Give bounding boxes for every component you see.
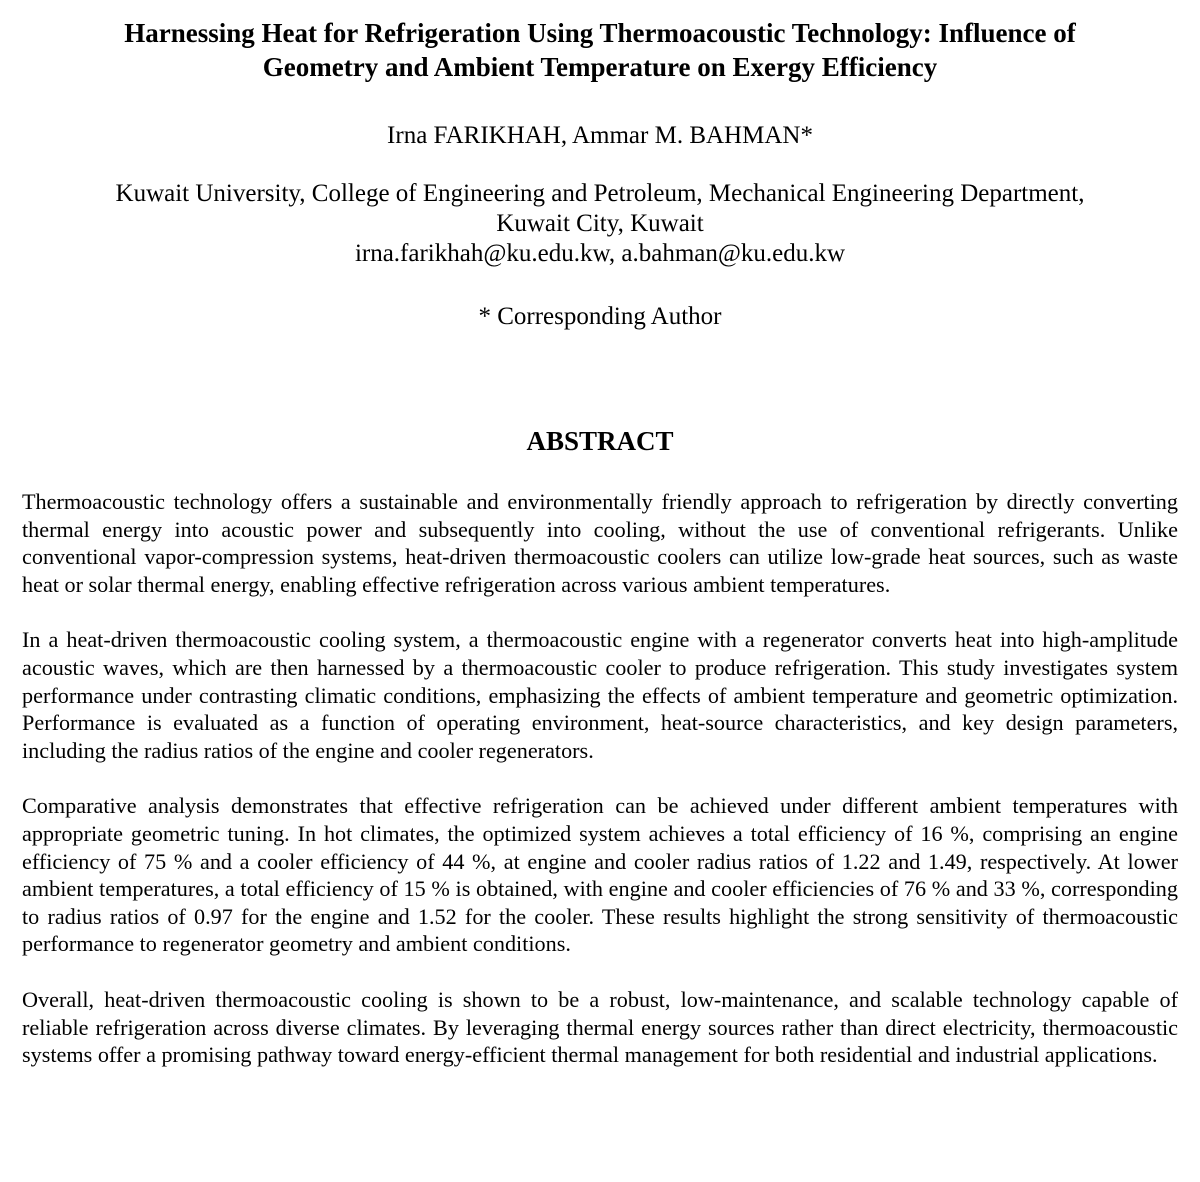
author-list: Irna FARIKHAH, Ammar M. BAHMAN*	[387, 122, 813, 149]
abstract-paragraph-2: In a heat-driven thermoacoustic cooling system, a thermoacoustic engine with a regenerator converts heat into high-amplitude acoustic waves, which are then harnessed by a thermoacoustic cooler to produce refrigeration. This study investigates system performance under contrasting climatic conditions, emphasizing the effects of ambient temperature and geometric optimization. Performance is evaluated as a function of operating environment, heat-source characteristics, and key design parameters, including the radius ratios of the engine and cooler regenerators.	[22, 627, 1178, 763]
affiliation-line: Kuwait University, College of Engineering and Petroleum, Mechanical Engineering Department,	[115, 180, 1085, 207]
paper-title-line-2: Geometry and Ambient Temperature on Exergy Efficiency	[262, 52, 938, 82]
abstract-body	[22, 458, 1178, 1069]
author-emails: irna.farikhah@ku.edu.kw, a.bahman@ku.edu.kw	[354, 240, 846, 267]
paper-title-line-1: Harnessing Heat for Refrigeration Using Thermoacoustic Technology: Influence of	[124, 18, 1076, 48]
affiliation-block	[22, 152, 1178, 269]
corresponding-author-note: * Corresponding Author	[478, 303, 722, 330]
paper-title	[22, 0, 1178, 84]
affiliation-city: Kuwait City, Kuwait	[496, 210, 704, 237]
abstract-paragraph-4: Overall, heat-driven thermoacoustic cooling is shown to be a robust, low-maintenance, and scalable technology capable of reliable refrigeration across diverse climates. By leveraging thermal energy sources rather than direct electricity, thermoacoustic systems offer a promising pathway toward energy-efficient thermal management for both residential and industrial applications.	[22, 986, 1178, 1068]
abstract-paragraph-3: Comparative analysis demonstrates that effective refrigeration can be achieved under different ambient temperatures with appropriate geometric tuning. In hot climates, the optimized system achieves a total efficiency of 16 %, comprising an engine efficiency of 75 % and a cooler efficiency of 44 %, at engine and cooler radius ratios of 1.22 and 1.49, respectively. At lower ambient temperatures, a total efficiency of 15 % is obtained, with engine and cooler efficiencies of 76 % and 33 %, corresponding to radius ratios of 0.97 for the engine and 1.52 for the cooler. These results highlight the strong sensitivity of thermoacoustic performance to regenerator geometry and ambient conditions.	[22, 793, 1178, 957]
abstract-heading: ABSTRACT	[526, 426, 674, 456]
abstract-paragraph-1: Thermoacoustic technology offers a sustainable and environmentally friendly approach to refrigeration by directly converting thermal energy into acoustic power and subsequently into cooling, without the use of conventional refrigerants. Unlike conventional vapor-compression systems, heat-driven thermoacoustic coolers can utilize low-grade heat sources, such as waste heat or solar thermal energy, enabling effective refrigeration across various ambient temperatures.	[22, 489, 1178, 597]
